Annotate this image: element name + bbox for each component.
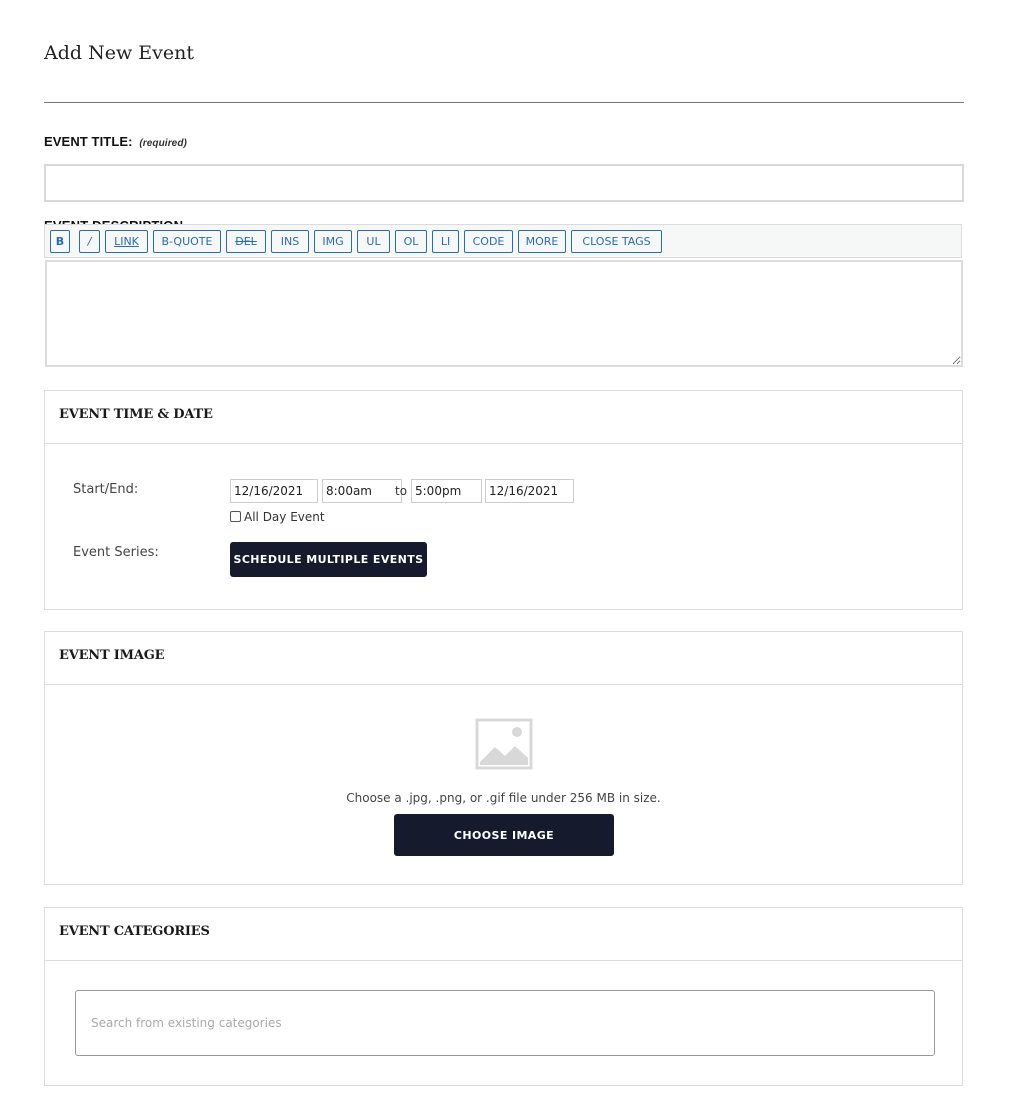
panel-title: EVENT TIME & DATE bbox=[59, 407, 213, 422]
start-time-input[interactable] bbox=[322, 479, 402, 503]
start-date-input[interactable] bbox=[230, 479, 318, 503]
panel-header bbox=[45, 632, 962, 685]
bold-button[interactable]: B bbox=[50, 230, 70, 253]
event-title-label bbox=[44, 134, 187, 149]
end-time-input[interactable] bbox=[411, 479, 482, 503]
code-button[interactable]: CODE bbox=[464, 230, 513, 253]
italic-button[interactable]: / bbox=[79, 230, 100, 253]
title-divider bbox=[44, 102, 964, 103]
all-day-label: All Day Event bbox=[244, 510, 325, 524]
required-note: (required) bbox=[139, 138, 187, 149]
image-hint: Choose a .jpg, .png, or .gif file under 256 MB in size. bbox=[346, 791, 661, 805]
event-categories-panel bbox=[44, 907, 963, 1086]
to-label: to bbox=[395, 484, 408, 498]
ins-button[interactable]: INS bbox=[271, 230, 309, 253]
panel-header bbox=[45, 391, 962, 444]
event-title-label-text: EVENT TITLE: bbox=[44, 134, 133, 149]
close-tags-button[interactable]: CLOSE TAGS bbox=[571, 230, 662, 253]
start-end-label: Start/End: bbox=[73, 482, 139, 497]
ol-button[interactable]: OL bbox=[395, 230, 427, 253]
schedule-multiple-events-button[interactable]: SCHEDULE MULTIPLE EVENTS bbox=[230, 542, 427, 577]
more-button[interactable]: MORE bbox=[518, 230, 566, 253]
link-button[interactable]: LINK bbox=[105, 230, 148, 253]
del-button[interactable]: DEL bbox=[226, 230, 266, 253]
end-date-input[interactable] bbox=[485, 479, 574, 503]
category-search-input[interactable] bbox=[75, 990, 935, 1056]
page-title: Add New Event bbox=[44, 42, 194, 64]
event-series-label: Event Series: bbox=[73, 545, 159, 560]
all-day-checkbox[interactable] bbox=[230, 511, 241, 522]
quicktags-toolbar bbox=[44, 224, 962, 258]
event-time-date-panel bbox=[44, 390, 963, 610]
image-placeholder-icon bbox=[475, 718, 533, 770]
panel-title: EVENT CATEGORIES bbox=[59, 924, 210, 939]
img-button[interactable]: IMG bbox=[314, 230, 352, 253]
event-image-panel bbox=[44, 631, 963, 885]
event-title-input[interactable] bbox=[44, 164, 964, 202]
choose-image-button[interactable]: CHOOSE IMAGE bbox=[394, 814, 614, 856]
panel-title: EVENT IMAGE bbox=[59, 648, 165, 663]
event-description-textarea[interactable] bbox=[45, 260, 963, 367]
blockquote-button[interactable]: B-QUOTE bbox=[153, 230, 221, 253]
panel-header bbox=[45, 908, 962, 961]
li-button[interactable]: LI bbox=[432, 230, 459, 253]
ul-button[interactable]: UL bbox=[357, 230, 390, 253]
event-description-label-clip bbox=[44, 214, 344, 224]
